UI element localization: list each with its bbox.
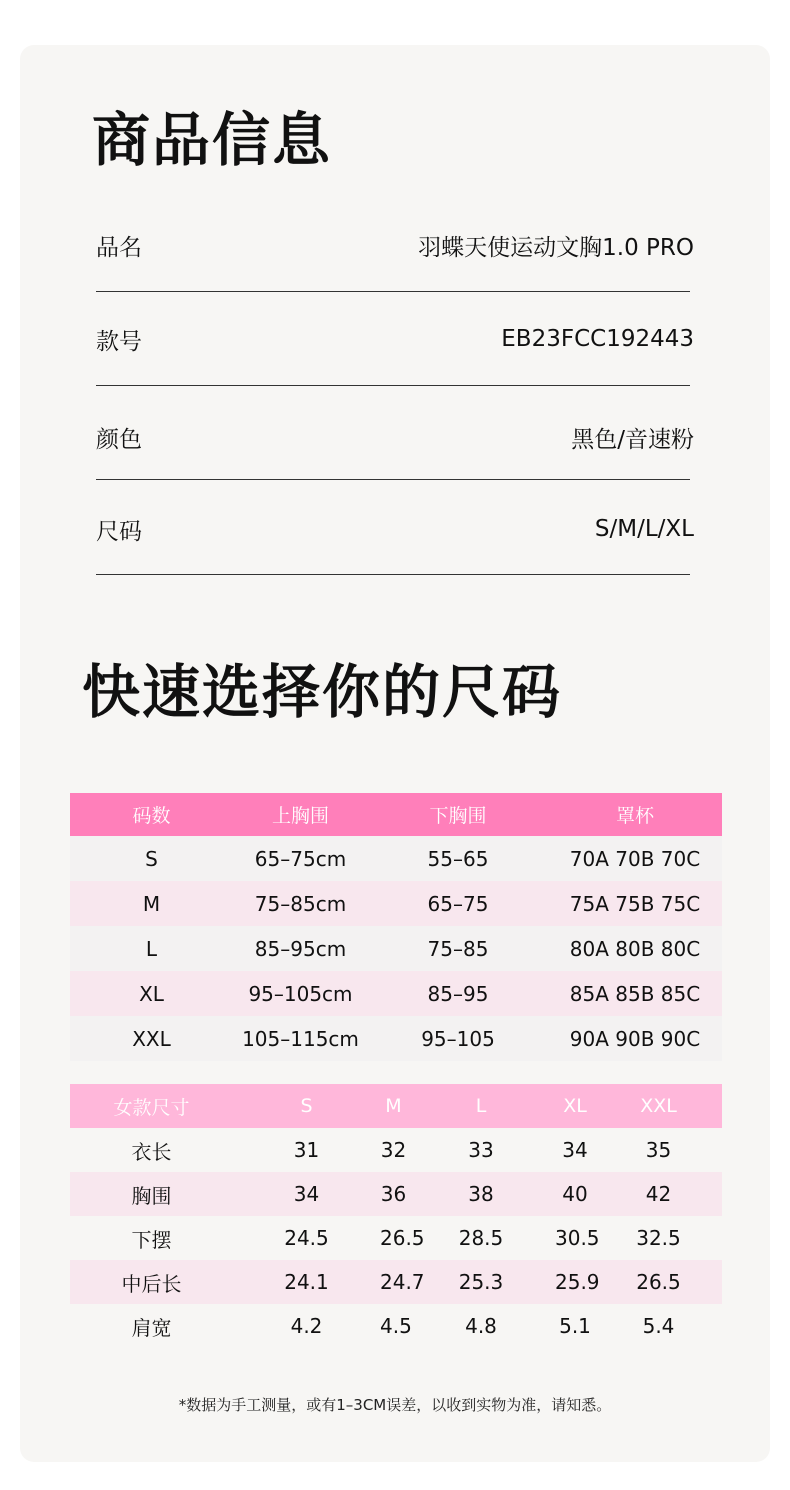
table-cell: S — [145, 846, 158, 871]
table-cell: 4.2 — [290, 1314, 323, 1338]
table-cell: 4.8 — [465, 1314, 497, 1338]
table-cell: 32 — [380, 1138, 407, 1162]
table-cell: 5.4 — [642, 1314, 675, 1338]
info-value: 黑色/音速粉 — [571, 426, 694, 453]
header-cell: 罩杯 — [615, 805, 654, 827]
header-cell: L — [475, 1095, 487, 1117]
table-row — [70, 926, 722, 971]
header-cell: 女款尺寸 — [113, 1096, 190, 1119]
header-cell: 下胸围 — [429, 805, 487, 827]
info-label: 款号 — [96, 328, 142, 355]
table-cell: 55–65 — [427, 846, 489, 871]
info-value: 羽蝶天使运动文胸1.0 PRO — [418, 234, 694, 261]
info-value: S/M/L/XL — [594, 516, 694, 542]
table-cell: 90A 90B 90C — [569, 1026, 701, 1051]
table-cell: 衣长 — [131, 1139, 172, 1164]
table-cell: XL — [139, 981, 164, 1006]
header-cell: XL — [563, 1095, 587, 1117]
info-value: EB23FCC192443 — [501, 326, 694, 352]
table-cell: 34 — [293, 1182, 320, 1206]
table-cell: 24.5 — [284, 1226, 329, 1250]
table-cell: 24.1 — [284, 1270, 329, 1294]
garment-size-table — [70, 1084, 722, 1348]
table-cell: 42 — [645, 1182, 672, 1206]
table-cell: 85–95cm — [254, 936, 347, 961]
info-label: 品名 — [96, 234, 142, 261]
table-cell: 75A 75B 75C — [569, 891, 701, 916]
table-cell: 中后长 — [121, 1271, 182, 1296]
table-cell: 肩宽 — [131, 1315, 172, 1340]
table-cell: 75–85 — [427, 936, 489, 961]
divider — [96, 385, 690, 386]
header-cell: 上胸围 — [271, 805, 329, 827]
size-guide-heading: 快速选择你的尺码 — [82, 658, 563, 726]
info-row-name — [96, 225, 694, 265]
divider — [96, 574, 690, 575]
table-cell: 75–85cm — [254, 891, 347, 916]
table-cell: 85–95 — [427, 981, 489, 1006]
table-cell: 4.5 — [380, 1314, 412, 1338]
table-cell: 80A 80B 80C — [569, 936, 701, 961]
table-cell: 30.5 — [555, 1226, 600, 1250]
table-cell: 36 — [380, 1182, 407, 1206]
table-cell: M — [142, 891, 161, 916]
divider — [96, 479, 690, 480]
product-info-heading: 商品信息 — [92, 106, 333, 174]
info-label: 尺码 — [96, 518, 142, 545]
table-cell: 105–115cm — [242, 1026, 359, 1051]
table-row — [70, 971, 722, 1016]
header-cell: S — [300, 1095, 313, 1117]
table-row — [70, 1016, 722, 1061]
header-cell: 码数 — [132, 805, 171, 827]
info-row-style-no — [96, 319, 694, 359]
info-label: 颜色 — [96, 426, 142, 453]
table-header-row — [70, 1084, 722, 1128]
table-cell: L — [145, 936, 158, 961]
divider — [96, 291, 690, 292]
table-cell: 胸围 — [131, 1183, 172, 1208]
info-row-size — [96, 509, 694, 549]
table-cell: 26.5 — [636, 1270, 681, 1294]
table-row — [70, 881, 722, 926]
table-cell: 25.3 — [458, 1270, 504, 1294]
table-row — [70, 1304, 722, 1348]
table-cell: 5.1 — [559, 1314, 591, 1338]
measurement-note: *数据为手工测量，或有1–3CM误差，以收到实物为准，请知悉。 — [178, 1396, 612, 1414]
table-cell: 95–105 — [421, 1026, 495, 1051]
table-cell: XXL — [132, 1026, 171, 1051]
table-row — [70, 1216, 722, 1260]
table-cell: 95–105cm — [248, 981, 353, 1006]
table-row — [70, 1172, 722, 1216]
table-cell: 31 — [293, 1138, 320, 1162]
table-cell: 65–75cm — [254, 846, 347, 871]
table-cell: 24.7 — [380, 1270, 425, 1294]
table-cell: 26.5 — [380, 1226, 425, 1250]
table-cell: 70A 70B 70C — [569, 846, 701, 871]
table-cell: 下摆 — [131, 1227, 172, 1252]
table-cell: 28.5 — [458, 1226, 504, 1250]
table-cell: 38 — [468, 1182, 494, 1206]
table-cell: 85A 85B 85C — [569, 981, 701, 1006]
bra-size-table — [70, 793, 722, 1061]
table-cell: 25.9 — [555, 1270, 600, 1294]
header-cell: XXL — [640, 1095, 677, 1117]
table-cell: 65–75 — [427, 891, 489, 916]
info-row-color — [96, 417, 694, 457]
table-header-row — [70, 793, 722, 836]
header-cell: M — [385, 1095, 402, 1117]
table-row — [70, 1128, 722, 1172]
table-cell: 34 — [562, 1138, 588, 1162]
table-cell: 35 — [645, 1138, 672, 1162]
table-cell: 40 — [562, 1182, 588, 1206]
table-cell: 32.5 — [636, 1226, 681, 1250]
table-row — [70, 836, 722, 881]
table-cell: 33 — [468, 1138, 494, 1162]
table-row — [70, 1260, 722, 1304]
